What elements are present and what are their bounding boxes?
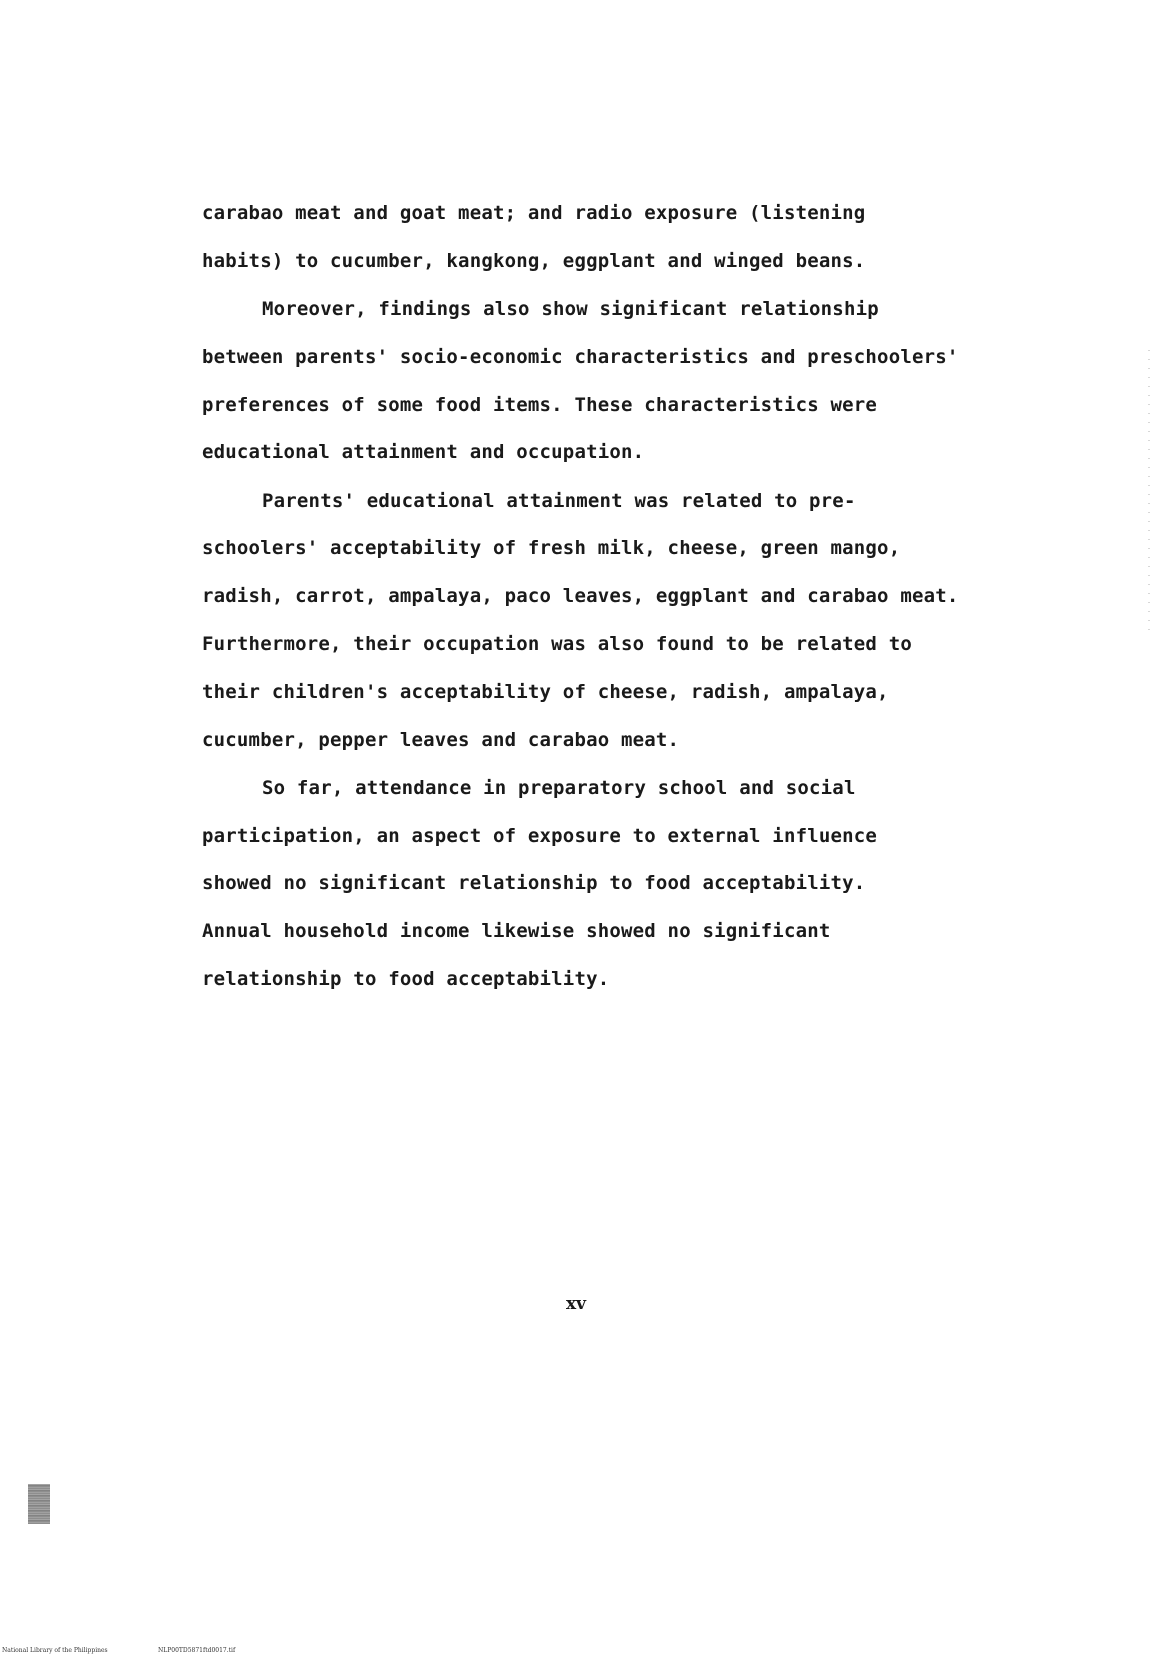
- footer-filename: NLP00TD5871ftd0017.tif: [158, 1647, 236, 1654]
- text-line-6: educational attainment and occupation.: [202, 441, 645, 463]
- text-line-11: their children's acceptability of cheese, radish, ampalaya,: [202, 681, 889, 703]
- text-line-16: Annual household income likewise showed no significant: [202, 920, 831, 942]
- text-line-13: So far, attendance in preparatory school and social: [262, 777, 856, 799]
- text-line-10: Furthermore, their occupation was also found to be related to: [202, 633, 912, 655]
- text-line-17: relationship to food acceptability.: [202, 968, 610, 990]
- text-line-3: Moreover, findings also show significant relationship: [262, 298, 879, 320]
- scan-artifact-mark: [28, 1484, 50, 1524]
- text-line-8: schoolers' acceptability of fresh milk, cheese, green mango,: [202, 537, 901, 559]
- footer-library-name: National Library of the Philippines: [2, 1647, 108, 1654]
- text-line-1: carabao meat and goat meat; and radio exposure (listening: [202, 202, 866, 224]
- text-line-7: Parents' educational attainment was related to pre-: [262, 490, 856, 512]
- text-line-4: between parents' socio-economic characteristics and preschoolers': [202, 346, 959, 368]
- scan-artifact-dots: [1148, 350, 1150, 630]
- text-line-12: cucumber, pepper leaves and carabao meat.: [202, 729, 680, 751]
- text-line-14: participation, an aspect of exposure to external influence: [202, 825, 878, 847]
- page-number: xv: [566, 1294, 587, 1314]
- text-line-9: radish, carrot, ampalaya, paco leaves, eggplant and carabao meat.: [202, 585, 959, 607]
- text-line-2: habits) to cucumber, kangkong, eggplant and winged beans.: [202, 250, 866, 272]
- text-line-5: preferences of some food items. These characteristics were: [202, 394, 878, 416]
- text-line-15: showed no significant relationship to food acceptability.: [202, 872, 866, 894]
